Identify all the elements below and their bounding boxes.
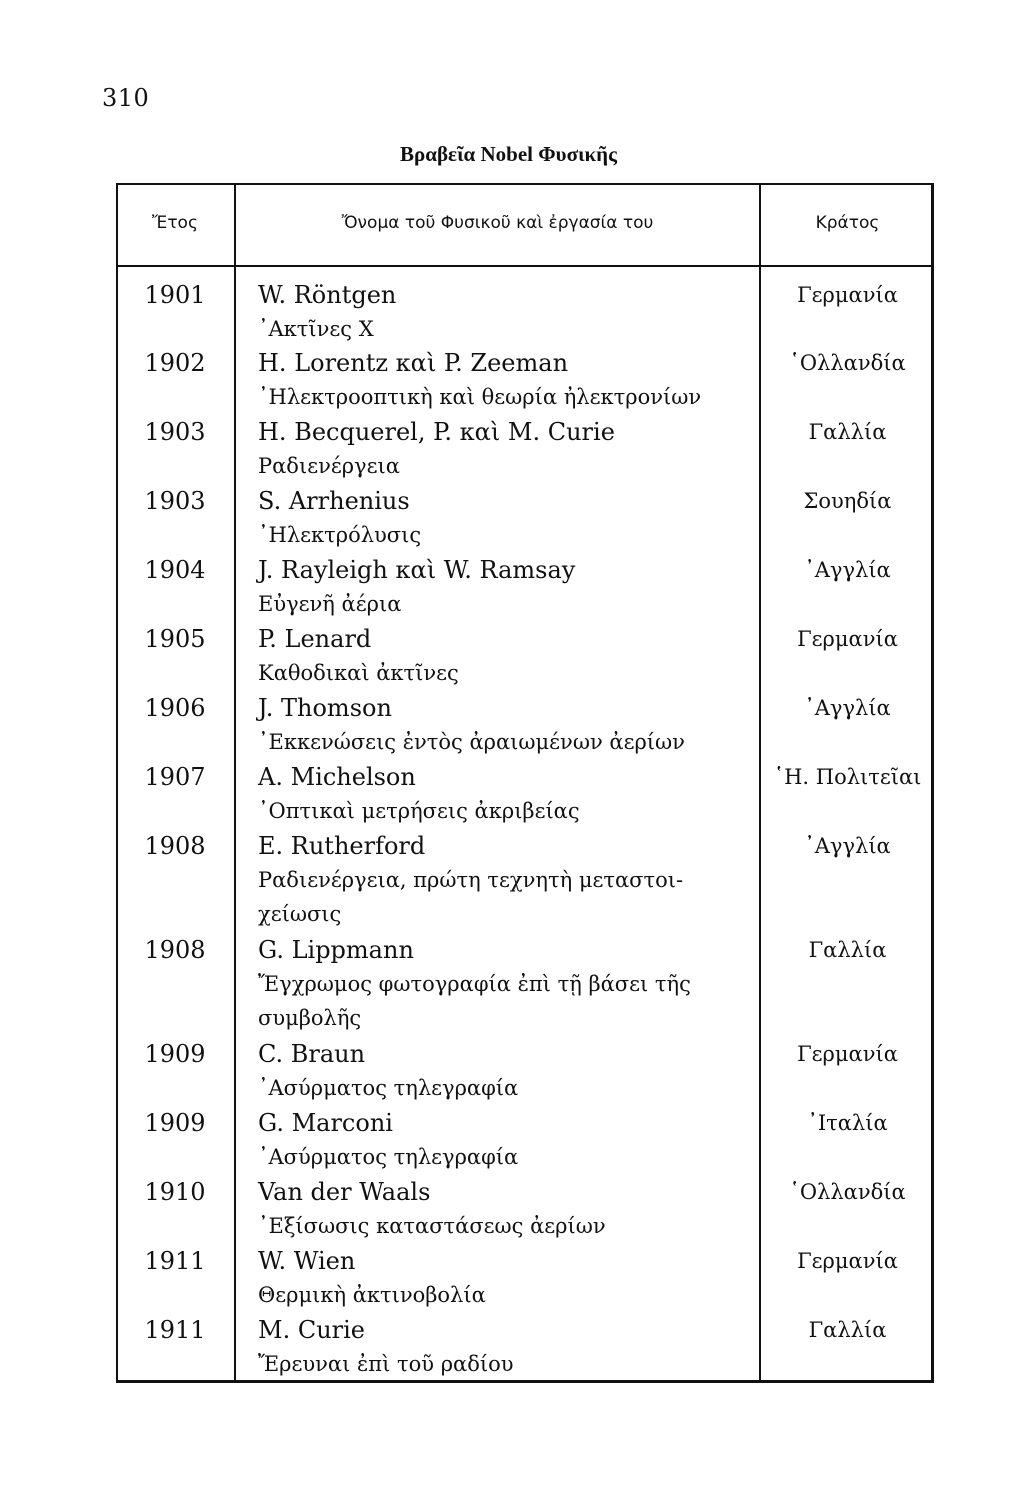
page-number: 310	[102, 84, 150, 112]
table-row	[0, 760, 1017, 829]
table-row	[0, 346, 1017, 415]
row-work: ᾿Ασύρματος τηλεγραφία	[258, 1145, 519, 1169]
row-country: ᾿Αγγλία	[804, 558, 891, 582]
row-work: Ραδιενέργεια	[258, 454, 400, 478]
row-work: ᾿Εξίσωσις καταστάσεως ἀερίων	[258, 1214, 606, 1238]
table-row	[0, 1175, 1017, 1244]
row-work-continued: χείωσις	[258, 902, 342, 926]
table-row	[0, 691, 1017, 760]
row-year: 1910	[144, 1178, 206, 1206]
row-work: ᾿Ηλεκτρόλυσις	[258, 523, 422, 547]
row-work-continued: συμβολῆς	[258, 1006, 362, 1030]
row-name: H. Becquerel, P. καὶ M. Curie	[258, 418, 615, 446]
row-work: Ἔρευναι ἐπὶ τοῦ ραδίου	[258, 1352, 514, 1376]
row-name: Van der Waals	[258, 1178, 431, 1206]
row-work: ᾿Ηλεκτροοπτικὴ καὶ θεωρία ἠλεκτρονίων	[258, 385, 702, 409]
row-name: A. Michelson	[258, 763, 416, 791]
row-name: J. Rayleigh καὶ W. Ramsay	[258, 556, 576, 584]
row-work: Εὐγενῆ ἀέρια	[258, 592, 402, 616]
row-work: ᾿Εκκενώσεις ἐντὸς ἀραιωμένων ἀερίων	[258, 730, 685, 754]
row-name: W. Wien	[258, 1247, 356, 1275]
row-work: ᾿Ακτῖνες X	[258, 317, 374, 341]
row-country: ῾Η. Πολιτεῖαι	[773, 765, 922, 789]
row-year: 1903	[144, 418, 206, 446]
table-body	[0, 278, 1017, 1382]
header-year: Ἔτος	[152, 213, 198, 233]
row-country: ᾿Αγγλία	[804, 696, 891, 720]
row-country: Γαλλία	[808, 1318, 887, 1342]
row-year: 1909	[144, 1109, 206, 1137]
table-title: Βραβεῖα Nobel Φυσικῆς	[400, 142, 617, 166]
table-row	[0, 1244, 1017, 1313]
row-year: 1903	[144, 487, 206, 515]
row-name: E. Rutherford	[258, 832, 426, 860]
row-year: 1908	[144, 832, 206, 860]
row-name: S. Arrhenius	[258, 487, 410, 515]
row-name: G. Marconi	[258, 1109, 393, 1137]
header-country: Κράτος	[815, 213, 880, 233]
row-year: 1908	[144, 936, 206, 964]
table-row	[0, 1037, 1017, 1106]
row-country: Γερμανία	[797, 627, 898, 651]
row-country: Γερμανία	[797, 1249, 898, 1273]
row-work: Θερμικὴ ἀκτινοβολία	[258, 1283, 486, 1307]
table-row	[0, 484, 1017, 553]
row-work: Καθοδικαὶ ἀκτῖνες	[258, 661, 459, 685]
row-country: Γαλλία	[808, 938, 887, 962]
header-name: Ὄνομα τοῦ Φυσικοῦ καὶ ἐργασία του	[341, 213, 654, 233]
table-row	[0, 553, 1017, 622]
table-row	[0, 1313, 1017, 1382]
table-row	[0, 622, 1017, 691]
table-row	[0, 933, 1017, 1037]
row-name: G. Lippmann	[258, 936, 414, 964]
row-country: Γαλλία	[808, 420, 887, 444]
row-name: H. Lorentz καὶ P. Zeeman	[258, 349, 569, 377]
row-country: ῾Ολλανδία	[789, 351, 906, 375]
row-work: Ραδιενέργεια, πρώτη τεχνητὴ μεταστοι-	[258, 868, 684, 892]
table-row	[0, 829, 1017, 933]
table-row	[0, 278, 1017, 346]
row-name: P. Lenard	[258, 625, 372, 653]
row-year: 1905	[144, 625, 206, 653]
row-work: ᾿Ασύρματος τηλεγραφία	[258, 1076, 519, 1100]
table-row	[0, 415, 1017, 484]
row-name: W. Röntgen	[258, 281, 397, 309]
table-row	[0, 1106, 1017, 1175]
row-year: 1911	[144, 1247, 206, 1275]
row-country: ῾Ολλανδία	[789, 1180, 906, 1204]
row-year: 1906	[144, 694, 206, 722]
row-work: Ἔγχρωμος φωτογραφία ἐπὶ τῇ βάσει τῆς	[258, 972, 691, 996]
row-year: 1904	[144, 556, 206, 584]
row-name: J. Thomson	[258, 694, 392, 722]
row-year: 1902	[144, 349, 206, 377]
row-work: ᾿Οπτικαὶ μετρήσεις ἀκριβείας	[258, 799, 580, 823]
row-country: Γερμανία	[797, 1042, 898, 1066]
row-country: Γερμανία	[797, 283, 898, 307]
row-country: ᾿Αγγλία	[804, 834, 891, 858]
row-country: ᾿Ιταλία	[807, 1111, 888, 1135]
row-year: 1909	[144, 1040, 206, 1068]
row-year: 1911	[144, 1316, 206, 1344]
header-rule	[116, 265, 934, 267]
row-name: M. Curie	[258, 1316, 366, 1344]
row-year: 1901	[144, 281, 206, 309]
row-country: Σουηδία	[803, 489, 892, 513]
row-name: C. Braun	[258, 1040, 366, 1068]
row-year: 1907	[144, 763, 206, 791]
